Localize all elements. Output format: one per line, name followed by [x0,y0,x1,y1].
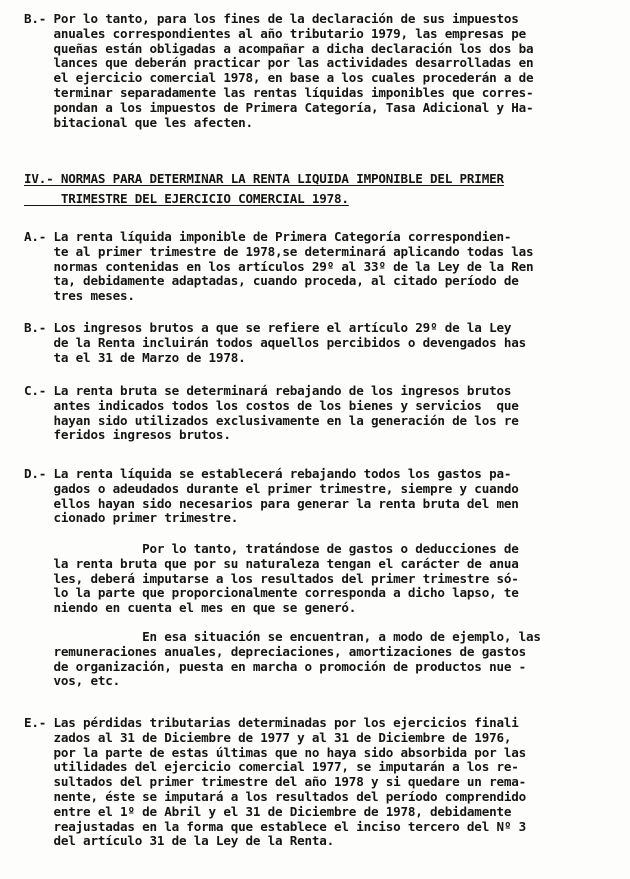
paragraph-d-3 [24,630,541,689]
text-line: bitacional que les afecten. [24,114,253,130]
text-line: sultados del primer trimestre del año 1978 y si quedare un rema- [24,774,526,790]
text-line: ta, debidamente adaptadas, cuando proceda, al citado período de [24,273,519,289]
text-line: B.- Los ingresos brutos a que se refiere el artículo 29º de la Ley [24,320,512,335]
text-line: normas contenidas en los artículos 29º al 33º de la Ley de la Ren [24,258,534,274]
text-line: reajustadas en la forma que establece el inciso tercero del Nº 3 [24,818,526,834]
text-line: entre el 1º de Abril y el 31 de Diciembre de 1978, debidamente [24,803,512,819]
paragraph-b-continued [24,12,533,130]
text-line: terminar separadamente las rentas líquidas imponibles que corres- [24,84,534,100]
paragraph-d [24,467,519,526]
text-line: por la parte de estas últimas que no haya sido absorbida por las [24,744,526,760]
text-line: zados al 31 de Diciembre de 1977 y al 31 de Diciembre de 1976, [24,729,512,745]
text-line: C.- La renta bruta se determinará rebajando de los ingresos brutos [24,383,512,398]
text-line: E.- Las pérdidas tributarias determinadas por los ejercicios finali [24,715,519,730]
text-line: D.- La renta líquida se establecerá rebajando todos los gastos pa- [24,466,512,481]
text-line: utilidades del ejercicio comercial 1977, se imputarán a los re- [24,759,519,775]
text-line: cionado primer trimestre. [24,510,239,526]
text-line: nente, éste se imputará a los resultados del período comprendido [24,788,526,804]
text-line: lo la parte que proporcionalmente corresponda a dicho lapso, te [24,585,519,601]
paragraph-c [24,384,519,443]
paragraph-d-2 [24,542,519,616]
paragraph-a [24,230,533,304]
text-line: B.- Por lo tanto, para los fines de la declaración de sus impuestos [24,11,519,26]
text-line: te al primer trimestre de 1978,se determinará aplicando todas las [24,243,534,259]
text-line: vos, etc. [24,673,120,689]
text-line: ta el 31 de Marzo de 1978. [24,349,246,365]
text-line: gados o adeudados durante el primer trimestre, siempre y cuando [24,480,519,496]
text-line: lances que deberán practicar por las actividades desarrolladas en [24,55,534,71]
text-line: En esa situación se encuentran, a modo de ejemplo, las [24,629,541,644]
text-line: del artículo 31 de la Ley de la Renta. [24,833,335,849]
text-line: les, deberá imputarse a los resultados del primer trimestre só- [24,570,519,586]
paragraph-e [24,716,526,849]
heading-line: IV.- NORMAS PARA DETERMINAR LA RENTA LIQUIDA IMPONIBLE DEL PRIMER [24,171,504,186]
text-line: de la Renta incluirán todos aquellos percibidos o devengados has [24,334,526,350]
paragraph-b [24,321,526,365]
text-line: tres meses. [24,288,135,304]
text-line: hayan sido utilizados exclusivamente en la generación de los re [24,412,519,428]
text-line: antes indicados todos los costos de los bienes y servicios que [24,397,519,413]
text-line: la renta bruta que por su naturaleza tengan el carácter de anua [24,555,519,571]
text-line: de organización, puesta en marcha o promoción de productos nue - [24,658,526,674]
text-line: el ejercicio comercial 1978, en base a los cuales procederán a de [24,70,534,86]
text-line: pondan a los impuestos de Primera Categoría, Tasa Adicional y Ha- [24,99,534,115]
text-line: ellos hayan sido necesarios para generar la renta bruta del men [24,495,519,511]
section-heading-iv [24,172,504,207]
text-line: feridos ingresos brutos. [24,427,231,443]
text-line: queñas están obligadas a acompañar a dicha declaración los dos ba [24,40,534,56]
text-line: Por lo tanto, tratándose de gastos o deducciones de [24,541,519,556]
text-line: A.- La renta líquida imponible de Primera Categoría correspondien- [24,229,512,244]
heading-line: TRIMESTRE DEL EJERCICIO COMERCIAL 1978. [24,190,349,206]
text-line: remuneraciones anuales, depreciaciones, amortizaciones de gastos [24,643,526,659]
text-line: anuales correspondientes al año tributario 1979, las empresas pe [24,25,526,41]
text-line: niendo en cuenta el mes en que se generó. [24,600,357,616]
